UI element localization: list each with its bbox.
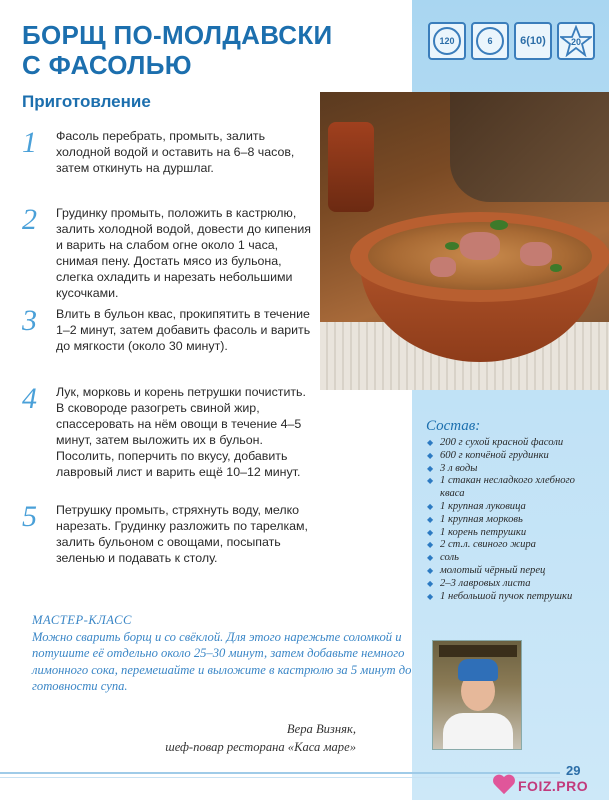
master-class-heading: МАСТЕР-КЛАСС [32,613,132,627]
ingredient-item: ◆ 600 г копчёной грудинки [426,450,602,463]
servings-value: 6(10) [520,35,546,47]
meat-piece [430,257,456,277]
ingredient-item: ◆ 1 небольшой пучок петрушки [426,591,602,604]
herb-leaf [490,220,508,230]
ingredient-item: ◆ 1 крупная луковица [426,501,602,514]
bread-loaf [450,92,609,202]
step-5 [22,502,312,566]
recipe-title [22,20,402,80]
step-text: Петрушку промыть, стряхнуть воду, мелко нарезать. Грудинку разложить по тарелкам, залить бульоном с овощами, посыпать зеленью и подавать к столу. [56,503,309,565]
cook-time-value: 120 [433,27,461,55]
ingredients-heading: Состав: [426,418,481,434]
ingredient-item: ◆ 2 ст.л. свиного жира [426,539,602,552]
step-number: 3 [22,304,37,337]
ingredient-item: ◆ соль [426,552,602,565]
step-4 [22,384,312,480]
chef-coat [443,713,513,750]
step-text: Грудинку промыть, положить в кастрюлю, залить холодной водой, довести до кипения и варить на слабом огне около 1 часа, снимая пену. Достать мясо из бульона, слегка охладить и нарезать небольшими кусочками. [56,206,311,300]
star-icon [557,22,595,60]
ingredient-item: ◆ 200 г сухой красной фасоли [426,437,602,450]
plate-icon [471,22,509,60]
ingredients-panel [426,418,602,603]
author-role: шеф-повар ресторана «Каса маре» [165,740,356,754]
author-name: Вера Визняк, [286,722,356,736]
clay-jar [328,122,374,212]
chef-hat [458,659,498,681]
page-number: 29 [566,763,581,778]
restaurant-sign [439,645,517,657]
borscht-photo [320,92,609,390]
recipe-title-line-1: БОРЩ ПО-МОЛДАВСКИ [22,20,333,50]
chef-photo [432,640,522,750]
master-class-box [32,612,412,695]
clock-icon [428,22,466,60]
watermark-text: FOIZ.PRO [518,778,589,794]
plate-value: 6 [476,27,504,55]
preparation-heading: Приготовление [22,92,151,111]
heart-icon [492,775,516,797]
watermark [492,775,588,797]
ingredient-item: ◆ 1 стакан несладкого хлебного кваса [426,475,602,501]
master-class-text: Можно сварить борщ и со свёклой. Для этого нарежьте соломкой и потушите её отдельно около 25–30 минут, затем добавьте немного лимонного сока, перемешайте и выложите в кастрюлю за 5 минут до готовности супа. [32,629,412,694]
step-number: 1 [22,126,37,159]
footer-rule-thin [0,777,560,778]
step-1 [22,128,312,176]
step-text: Фасоль перебрать, промыть, залить холодной водой и оставить на 6–8 часов, затем откинуть на дуршлаг. [56,129,295,175]
recipe-badges [428,22,595,60]
herb-leaf [445,242,459,250]
author-signature [165,720,356,756]
star-value: 20 [570,37,581,47]
step-2 [22,205,312,301]
step-text: Лук, морковь и корень петрушки почистить. В сковороде разогреть свиной жир, спассеровать на нём овощи в течение 4–5 минут, затем выложить их в бульон. Посолить, поперчить по вкусу, добавить лавровый лист и варить ещё 10–12 минут. [56,385,306,479]
step-text: Влить в бульон квас, прокипятить в течение 1–2 минут, затем добавить фасоль и варить до мягкости (около 30 минут). [56,307,311,353]
ingredient-item: ◆ 1 крупная морковь [426,514,602,527]
ingredients-list [426,437,602,603]
meat-piece [460,232,500,260]
herb-leaf [550,264,562,272]
ingredient-item: ◆ 3 л воды [426,463,602,476]
servings-icon [514,22,552,60]
ingredient-item: ◆ 2–3 лавровых листа [426,578,602,591]
ingredient-item: ◆ молотый чёрный перец [426,565,602,578]
meat-piece [520,242,552,266]
footer-rule [0,772,560,774]
step-3 [22,306,312,354]
ingredient-item: ◆ 1 корень петрушки [426,527,602,540]
step-number: 5 [22,500,37,533]
recipe-title-line-2: С ФАСОЛЬЮ [22,50,192,80]
step-number: 4 [22,382,37,415]
step-number: 2 [22,203,37,236]
